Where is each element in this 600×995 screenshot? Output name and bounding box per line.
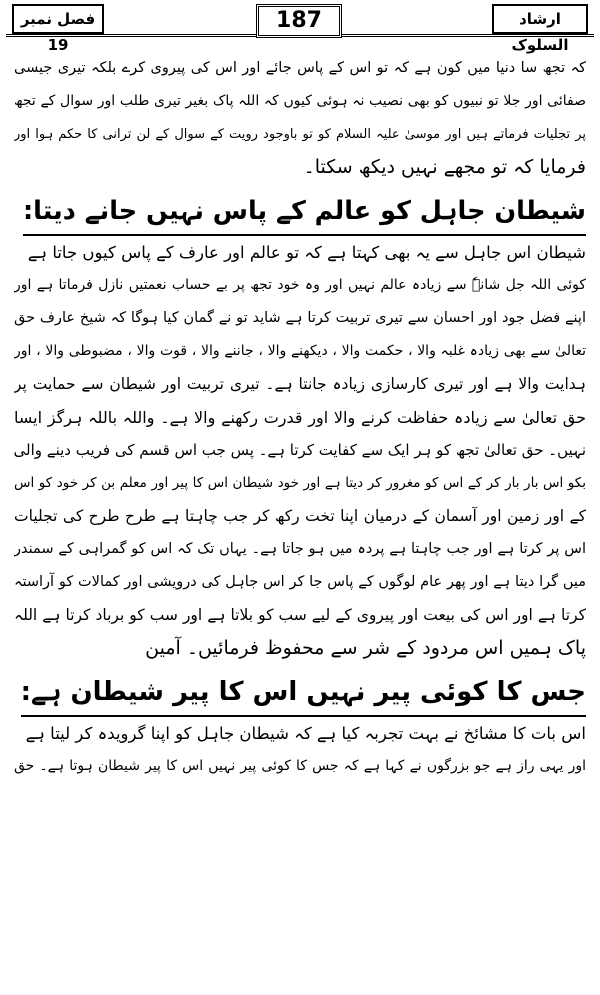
text-line: کے اور زمین اور آسمان کے درمیان اپنا تخت رکھ کر جب چاہتا ہے طرح طرح کی تجلیات xyxy=(14,507,586,525)
text-line: حق تعالیٰ سے زیادہ حفاظت کرنے والا اور قدرت رکھنے والا ہے۔ واللہ باللہ ہرگز ایسا xyxy=(14,408,586,427)
page-number: 187 xyxy=(256,4,342,38)
text-line: کرتا ہے اور اس کی بیعت اور پیروی کے لیے سب کو بلاتا ہے اور سب کو برباد کرتا ہے اللہ xyxy=(14,606,586,624)
section-heading-2 xyxy=(14,667,586,717)
text-line: پاک ہمیں اس مردود کے شر سے محفوظ فرمائیں۔ آمین xyxy=(145,637,586,659)
text-line: اور یہی راز ہے جو بزرگوں نے کہا ہے کہ جس کا کوئی پیر نہیں اس کا پیر شیطان ہوتا ہے۔ حق xyxy=(14,758,586,774)
chapter-box: فصل نمبر 19 xyxy=(12,4,104,34)
book-title-box: ارشاد السلوک xyxy=(492,4,588,34)
text-line: پر تجلیات فرماتے ہیں اور موسیٰ علیہ السلام کو تو باوجود رویت کے سوال کے لن ترانی کا حکم ہوا اور xyxy=(14,127,586,142)
text-line: اس بات کا مشائخ نے بہت تجربہ کیا ہے کہ شیطان جاہل کو اپنا گرویدہ کر لیتا ہے xyxy=(25,724,586,743)
text-line: کوئی اللہ جل شانہٗ سے زیادہ عالم نہیں اور وہ خود تجھ پر بے حساب نعمتیں نازل فرماتا ہے اور xyxy=(14,277,586,293)
section-heading-1 xyxy=(14,186,586,236)
text-line: صفائی اور جلا تو نبیوں کو بھی نصیب نہ ہوئی کیوں کہ اللہ پاک بغیر تیری طلب اور سوال کے تجھ xyxy=(14,93,586,109)
page-header xyxy=(6,4,594,54)
heading-text: جس کا کوئی پیر نہیں اس کا پیر شیطان ہے: xyxy=(21,671,586,717)
text-line: اس پر کرتا ہے اور جب چاہتا ہے پردہ میں ہو جاتا ہے۔ یہاں تک کہ اس کو گمراہی کے سمندر xyxy=(14,541,586,557)
text-line: نہیں۔ حق تعالیٰ تجھ کو ہر ایک سے کفایت کرتا ہے۔ پس جب اس قسم کی فریب دینے والی xyxy=(14,441,586,459)
text-line: تعالیٰ سے بھی زیادہ غلبہ والا ، حکمت والا ، دیکھنے والا ، جاننے والا ، قوت والا ، مضبوطی والا ، اور xyxy=(14,343,586,359)
text-line: میں گرا دیتا ہے اور پھر عام لوگوں کے پاس جا کر اس جاہل کی درویشی اور کمالات کو آراستہ xyxy=(14,574,586,590)
heading-text: شیطان جاہل کو عالم کے پاس نہیں جانے دیتا: xyxy=(23,190,586,236)
text-line: بکو اس بار بار کر کے اس کو مغرور کر دیتا ہے اور خود شیطان اس کا پیر اور معلم بن کر خود کو اس xyxy=(14,475,586,491)
text-line: فرمایا کہ تو مجھے نہیں دیکھ سکتا۔ xyxy=(303,156,586,178)
text-line: ہدایت والا ہے اور تیری کارسازی زیادہ جانتا ہے۔ تیری تربیت اور شیطان سے حمایت پر xyxy=(14,375,586,393)
paragraph-2 xyxy=(14,236,586,665)
text-line: کہ تجھ سا دنیا میں کون ہے کہ تو اس کے پاس جائے اور اس کی پیروی کرے بلکہ تیری جیسی xyxy=(14,60,586,76)
text-line: اپنے فضل جود اور احسان سے تیری تربیت کرتا ہے شاید تو نے گمان کیا ہوگا کہ شیخ عارف حق xyxy=(14,310,586,326)
paragraph-1 xyxy=(14,52,586,184)
text-line: شیطان اس جاہل سے یہ بھی کہتا ہے کہ تو عالم اور عارف کے پاس کیوں جاتا ہے xyxy=(27,243,586,262)
paragraph-3 xyxy=(14,717,586,783)
page-body xyxy=(14,52,586,783)
